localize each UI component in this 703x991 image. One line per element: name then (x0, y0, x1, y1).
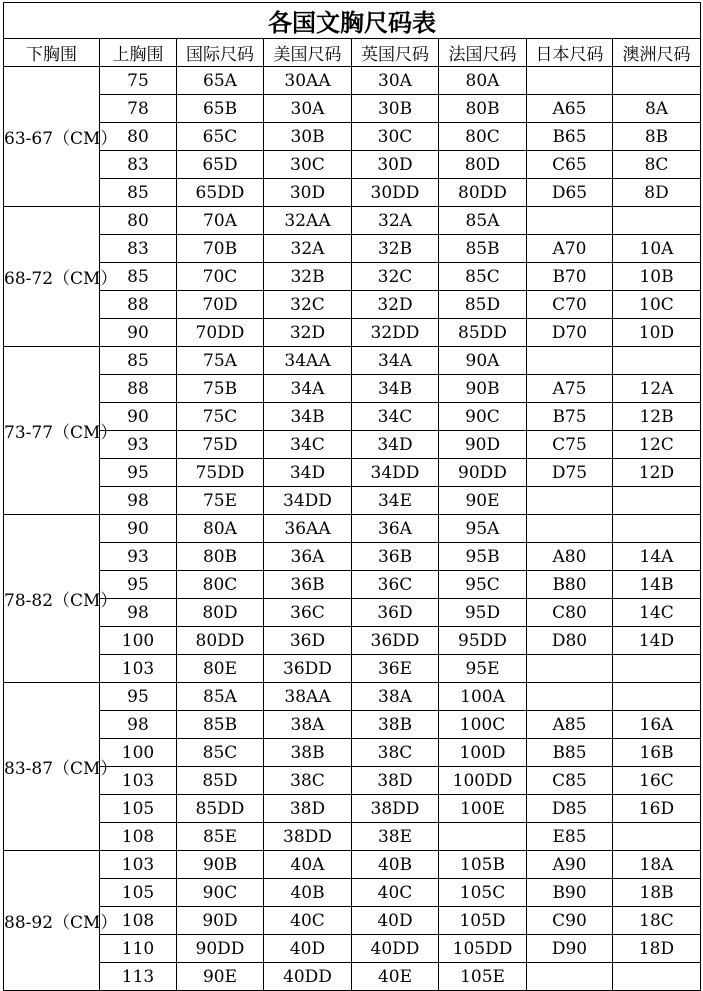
au-size-cell: 16B (613, 739, 701, 767)
under-bust-range-cell: 63-67（CM） (4, 67, 100, 207)
us-size-header: 美国尺码 (264, 39, 352, 67)
au-size-cell: 14C (613, 599, 701, 627)
jp-size-cell (527, 515, 613, 543)
intl-size-cell: 80DD (177, 627, 264, 655)
size-chart-sheet (3, 2, 700, 991)
au-size-cell: 14A (613, 543, 701, 571)
over-bust-cell: 95 (100, 683, 177, 711)
table-row (4, 179, 701, 207)
uk-size-cell: 36B (352, 543, 439, 571)
intl-size-cell: 85C (177, 739, 264, 767)
au-size-cell (613, 683, 701, 711)
intl-size-cell: 90E (177, 963, 264, 991)
over-bust-cell: 103 (100, 767, 177, 795)
us-size-cell: 40DD (264, 963, 352, 991)
au-size-cell (613, 515, 701, 543)
fr-size-cell: 105E (439, 963, 527, 991)
over-bust-cell: 85 (100, 347, 177, 375)
over-bust-cell: 108 (100, 907, 177, 935)
us-size-cell: 38A (264, 711, 352, 739)
over-bust-cell: 98 (100, 487, 177, 515)
intl-size-cell: 75B (177, 375, 264, 403)
fr-size-cell: 85D (439, 291, 527, 319)
table-row (4, 515, 701, 543)
us-size-cell: 36A (264, 543, 352, 571)
fr-size-cell: 105C (439, 879, 527, 907)
uk-size-cell: 34B (352, 375, 439, 403)
intl-size-cell: 75A (177, 347, 264, 375)
us-size-cell: 32C (264, 291, 352, 319)
uk-size-cell: 32DD (352, 319, 439, 347)
jp-size-cell (527, 347, 613, 375)
table-row (4, 95, 701, 123)
over-bust-cell: 80 (100, 207, 177, 235)
uk-size-cell: 36E (352, 655, 439, 683)
au-size-cell: 8A (613, 95, 701, 123)
jp-size-cell (527, 683, 613, 711)
fr-size-cell: 90DD (439, 459, 527, 487)
jp-size-cell (527, 487, 613, 515)
au-size-cell: 16A (613, 711, 701, 739)
fr-size-cell: 80DD (439, 179, 527, 207)
intl-size-cell: 70B (177, 235, 264, 263)
over-bust-cell: 83 (100, 151, 177, 179)
over-bust-cell: 103 (100, 655, 177, 683)
table-row (4, 795, 701, 823)
table-row (4, 207, 701, 235)
table-row (4, 375, 701, 403)
us-size-cell: 36AA (264, 515, 352, 543)
jp-size-cell: C70 (527, 291, 613, 319)
jp-size-cell: C90 (527, 907, 613, 935)
us-size-cell: 38DD (264, 823, 352, 851)
uk-size-header: 英国尺码 (352, 39, 439, 67)
uk-size-cell: 40E (352, 963, 439, 991)
intl-size-cell: 80E (177, 655, 264, 683)
jp-size-cell: D90 (527, 935, 613, 963)
fr-size-cell: 100DD (439, 767, 527, 795)
uk-size-cell: 38D (352, 767, 439, 795)
au-size-cell (613, 823, 701, 851)
us-size-cell: 34B (264, 403, 352, 431)
uk-size-cell: 34C (352, 403, 439, 431)
fr-size-cell: 95B (439, 543, 527, 571)
au-size-cell: 18D (613, 935, 701, 963)
uk-size-cell: 36A (352, 515, 439, 543)
uk-size-cell: 34E (352, 487, 439, 515)
uk-size-cell: 40D (352, 907, 439, 935)
us-size-cell: 38D (264, 795, 352, 823)
jp-size-cell: B70 (527, 263, 613, 291)
us-size-cell: 38C (264, 767, 352, 795)
table-row (4, 543, 701, 571)
fr-size-cell: 100A (439, 683, 527, 711)
fr-size-cell: 95E (439, 655, 527, 683)
fr-size-cell: 95DD (439, 627, 527, 655)
us-size-cell: 34A (264, 375, 352, 403)
intl-size-cell: 80B (177, 543, 264, 571)
table-row (4, 347, 701, 375)
over-bust-cell: 88 (100, 291, 177, 319)
intl-size-cell: 75D (177, 431, 264, 459)
au-size-header: 澳洲尺码 (613, 39, 701, 67)
table-row (4, 151, 701, 179)
us-size-cell: 38B (264, 739, 352, 767)
jp-size-cell (527, 207, 613, 235)
table-row (4, 879, 701, 907)
us-size-cell: 30A (264, 95, 352, 123)
table-row (4, 487, 701, 515)
fr-size-cell: 90C (439, 403, 527, 431)
over-bust-cell: 90 (100, 403, 177, 431)
uk-size-cell: 38C (352, 739, 439, 767)
fr-size-cell: 85B (439, 235, 527, 263)
over-bust-cell: 98 (100, 599, 177, 627)
uk-size-cell: 30DD (352, 179, 439, 207)
intl-size-cell: 85A (177, 683, 264, 711)
table-row (4, 823, 701, 851)
table-row (4, 963, 701, 991)
us-size-cell: 36D (264, 627, 352, 655)
fr-size-cell: 105DD (439, 935, 527, 963)
over-bust-cell: 100 (100, 627, 177, 655)
over-bust-cell: 88 (100, 375, 177, 403)
table-row (4, 711, 701, 739)
intl-size-cell: 65C (177, 123, 264, 151)
au-size-cell: 12D (613, 459, 701, 487)
au-size-cell (613, 655, 701, 683)
fr-size-cell: 85C (439, 263, 527, 291)
fr-size-header: 法国尺码 (439, 39, 527, 67)
au-size-cell: 8C (613, 151, 701, 179)
uk-size-cell: 30C (352, 123, 439, 151)
us-size-cell: 32D (264, 319, 352, 347)
over-bust-cell: 98 (100, 711, 177, 739)
jp-size-cell (527, 655, 613, 683)
fr-size-cell: 100C (439, 711, 527, 739)
table-row (4, 67, 701, 95)
table-row (4, 851, 701, 879)
us-size-cell: 30C (264, 151, 352, 179)
intl-size-cell: 70A (177, 207, 264, 235)
fr-size-cell: 100D (439, 739, 527, 767)
intl-size-cell: 70D (177, 291, 264, 319)
jp-size-cell: B65 (527, 123, 613, 151)
uk-size-cell: 30B (352, 95, 439, 123)
uk-size-cell: 40DD (352, 935, 439, 963)
us-size-cell: 32A (264, 235, 352, 263)
intl-size-cell: 70DD (177, 319, 264, 347)
fr-size-cell: 105D (439, 907, 527, 935)
fr-size-cell: 90B (439, 375, 527, 403)
au-size-cell (613, 963, 701, 991)
intl-size-cell: 90D (177, 907, 264, 935)
table-row (4, 683, 701, 711)
intl-size-cell: 80C (177, 571, 264, 599)
au-size-cell: 18C (613, 907, 701, 935)
under-bust-header: 下胸围 (4, 39, 100, 67)
us-size-cell: 34D (264, 459, 352, 487)
fr-size-cell: 80B (439, 95, 527, 123)
over-bust-cell: 78 (100, 95, 177, 123)
us-size-cell: 40B (264, 879, 352, 907)
table-row (4, 935, 701, 963)
au-size-cell: 10A (613, 235, 701, 263)
intl-size-cell: 65D (177, 151, 264, 179)
over-bust-cell: 83 (100, 235, 177, 263)
fr-size-cell: 80D (439, 151, 527, 179)
uk-size-cell: 34DD (352, 459, 439, 487)
au-size-cell: 8D (613, 179, 701, 207)
au-size-cell: 14D (613, 627, 701, 655)
intl-size-cell: 90DD (177, 935, 264, 963)
over-bust-cell: 100 (100, 739, 177, 767)
jp-size-cell: B90 (527, 879, 613, 907)
over-bust-cell: 105 (100, 879, 177, 907)
uk-size-cell: 36C (352, 571, 439, 599)
fr-size-cell: 90D (439, 431, 527, 459)
au-size-cell: 10D (613, 319, 701, 347)
under-bust-range-cell: 73-77（CM） (4, 347, 100, 515)
over-bust-cell: 80 (100, 123, 177, 151)
table-row (4, 235, 701, 263)
table-row (4, 459, 701, 487)
jp-size-cell: C85 (527, 767, 613, 795)
fr-size-cell: 105B (439, 851, 527, 879)
uk-size-cell: 38DD (352, 795, 439, 823)
over-bust-cell: 95 (100, 571, 177, 599)
over-bust-cell: 90 (100, 515, 177, 543)
jp-size-cell: B80 (527, 571, 613, 599)
header-row (4, 39, 701, 67)
under-bust-range-cell: 78-82（CM） (4, 515, 100, 683)
uk-size-cell: 32D (352, 291, 439, 319)
uk-size-cell: 38A (352, 683, 439, 711)
intl-size-cell: 80A (177, 515, 264, 543)
over-bust-cell: 103 (100, 851, 177, 879)
fr-size-cell: 95C (439, 571, 527, 599)
over-bust-cell: 85 (100, 263, 177, 291)
intl-size-header: 国际尺码 (177, 39, 264, 67)
intl-size-cell: 75C (177, 403, 264, 431)
jp-size-cell: B75 (527, 403, 613, 431)
uk-size-cell: 34A (352, 347, 439, 375)
uk-size-cell: 30A (352, 67, 439, 95)
fr-size-cell: 95D (439, 599, 527, 627)
intl-size-cell: 65DD (177, 179, 264, 207)
intl-size-cell: 75E (177, 487, 264, 515)
au-size-cell: 18A (613, 851, 701, 879)
au-size-cell: 18B (613, 879, 701, 907)
au-size-cell: 16C (613, 767, 701, 795)
us-size-cell: 32AA (264, 207, 352, 235)
jp-size-cell (527, 963, 613, 991)
jp-size-cell: A90 (527, 851, 613, 879)
table-row (4, 291, 701, 319)
au-size-cell: 12B (613, 403, 701, 431)
jp-size-header: 日本尺码 (527, 39, 613, 67)
under-bust-range-cell: 83-87（CM） (4, 683, 100, 851)
au-size-cell: 8B (613, 123, 701, 151)
over-bust-cell: 85 (100, 179, 177, 207)
us-size-cell: 34DD (264, 487, 352, 515)
us-size-cell: 40C (264, 907, 352, 935)
us-size-cell: 30AA (264, 67, 352, 95)
intl-size-cell: 75DD (177, 459, 264, 487)
fr-size-cell: 90A (439, 347, 527, 375)
jp-size-cell: A70 (527, 235, 613, 263)
table-title: 各国文胸尺码表 (4, 3, 701, 39)
jp-size-cell: D65 (527, 179, 613, 207)
us-size-cell: 36DD (264, 655, 352, 683)
over-bust-header: 上胸围 (100, 39, 177, 67)
fr-size-cell: 100E (439, 795, 527, 823)
table-row (4, 319, 701, 347)
jp-size-cell: C65 (527, 151, 613, 179)
uk-size-cell: 32C (352, 263, 439, 291)
fr-size-cell (439, 823, 527, 851)
intl-size-cell: 85DD (177, 795, 264, 823)
jp-size-cell: D85 (527, 795, 613, 823)
table-row (4, 655, 701, 683)
over-bust-cell: 93 (100, 543, 177, 571)
au-size-cell: 10C (613, 291, 701, 319)
jp-size-cell: B85 (527, 739, 613, 767)
over-bust-cell: 113 (100, 963, 177, 991)
jp-size-cell: A80 (527, 543, 613, 571)
us-size-cell: 30B (264, 123, 352, 151)
uk-size-cell: 38E (352, 823, 439, 851)
uk-size-cell: 40C (352, 879, 439, 907)
intl-size-cell: 65B (177, 95, 264, 123)
fr-size-cell: 80C (439, 123, 527, 151)
au-size-cell: 12C (613, 431, 701, 459)
uk-size-cell: 36DD (352, 627, 439, 655)
over-bust-cell: 93 (100, 431, 177, 459)
intl-size-cell: 85B (177, 711, 264, 739)
au-size-cell (613, 207, 701, 235)
jp-size-cell: A65 (527, 95, 613, 123)
jp-size-cell: C80 (527, 599, 613, 627)
intl-size-cell: 65A (177, 67, 264, 95)
bra-size-table (3, 2, 701, 991)
uk-size-cell: 40B (352, 851, 439, 879)
us-size-cell: 36B (264, 571, 352, 599)
fr-size-cell: 80A (439, 67, 527, 95)
au-size-cell: 10B (613, 263, 701, 291)
us-size-cell: 40A (264, 851, 352, 879)
uk-size-cell: 36D (352, 599, 439, 627)
uk-size-cell: 38B (352, 711, 439, 739)
us-size-cell: 34C (264, 431, 352, 459)
us-size-cell: 36C (264, 599, 352, 627)
au-size-cell: 16D (613, 795, 701, 823)
us-size-cell: 30D (264, 179, 352, 207)
au-size-cell (613, 487, 701, 515)
uk-size-cell: 32B (352, 235, 439, 263)
table-body (4, 67, 701, 991)
over-bust-cell: 95 (100, 459, 177, 487)
under-bust-range-cell: 88-92（CM） (4, 851, 100, 991)
over-bust-cell: 90 (100, 319, 177, 347)
uk-size-cell: 34D (352, 431, 439, 459)
fr-size-cell: 85DD (439, 319, 527, 347)
us-size-cell: 32B (264, 263, 352, 291)
intl-size-cell: 85D (177, 767, 264, 795)
intl-size-cell: 90C (177, 879, 264, 907)
jp-size-cell: A75 (527, 375, 613, 403)
au-size-cell (613, 347, 701, 375)
au-size-cell (613, 67, 701, 95)
intl-size-cell: 85E (177, 823, 264, 851)
au-size-cell: 12A (613, 375, 701, 403)
jp-size-cell: D70 (527, 319, 613, 347)
fr-size-cell: 95A (439, 515, 527, 543)
fr-size-cell: 90E (439, 487, 527, 515)
over-bust-cell: 108 (100, 823, 177, 851)
table-row (4, 627, 701, 655)
intl-size-cell: 90B (177, 851, 264, 879)
intl-size-cell: 70C (177, 263, 264, 291)
jp-size-cell: D80 (527, 627, 613, 655)
jp-size-cell: C75 (527, 431, 613, 459)
intl-size-cell: 80D (177, 599, 264, 627)
over-bust-cell: 75 (100, 67, 177, 95)
jp-size-cell (527, 67, 613, 95)
jp-size-cell: A85 (527, 711, 613, 739)
au-size-cell: 14B (613, 571, 701, 599)
us-size-cell: 40D (264, 935, 352, 963)
over-bust-cell: 105 (100, 795, 177, 823)
us-size-cell: 34AA (264, 347, 352, 375)
jp-size-cell: D75 (527, 459, 613, 487)
fr-size-cell: 85A (439, 207, 527, 235)
uk-size-cell: 30D (352, 151, 439, 179)
over-bust-cell: 110 (100, 935, 177, 963)
jp-size-cell: E85 (527, 823, 613, 851)
uk-size-cell: 32A (352, 207, 439, 235)
under-bust-range-cell: 68-72（CM） (4, 207, 100, 347)
us-size-cell: 38AA (264, 683, 352, 711)
